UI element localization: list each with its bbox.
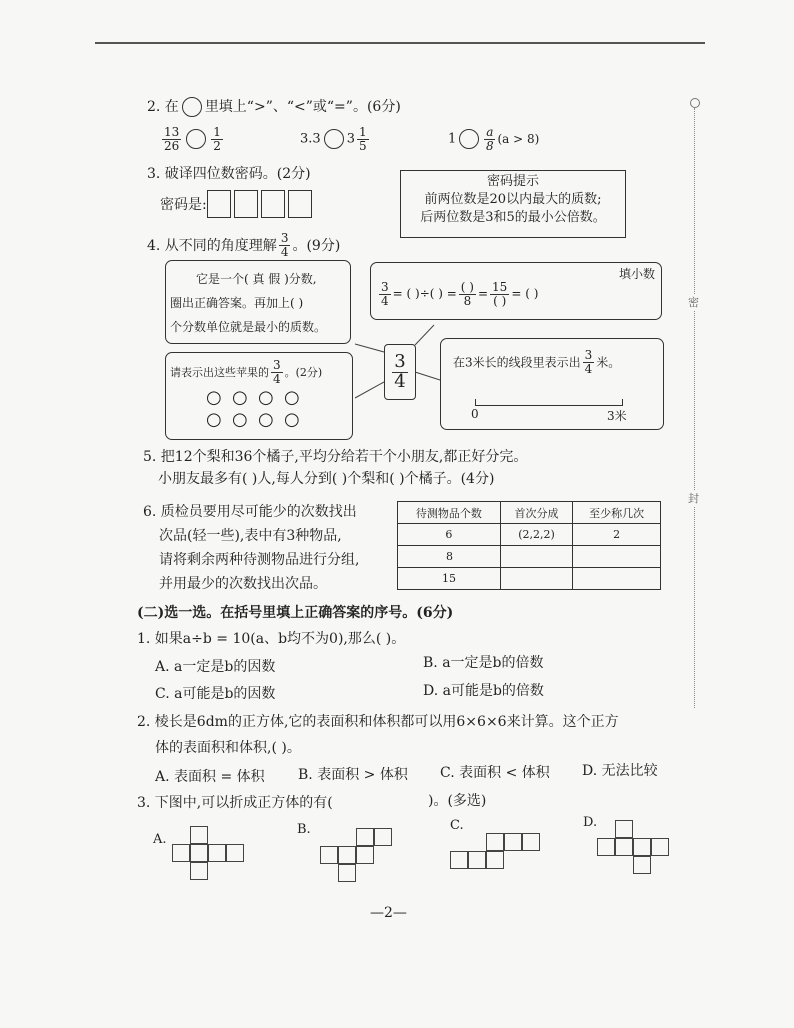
net-square: [450, 851, 468, 869]
apple-icon[interactable]: ○: [284, 409, 302, 430]
apple-box: 请表示出这些苹果的 $\frac{3}{4}$ 。(2分) ○ ○ ○ ○○ ○ ○ ○: [165, 352, 353, 440]
q5-line1: 5. 把12个梨和36个橘子,平均分给若干个小朋友,都正好分完。: [143, 449, 528, 465]
net-label[interactable]: D.: [583, 815, 598, 830]
box-line: 圈出正确答案。再加上( ): [170, 296, 304, 310]
input-cell[interactable]: [500, 568, 573, 590]
net-square: [597, 838, 615, 856]
apple-icon[interactable]: ○: [232, 409, 250, 430]
input-cell[interactable]: [500, 546, 573, 568]
net-square: [486, 833, 504, 851]
net-square: [208, 844, 226, 862]
net-square: [615, 838, 633, 856]
seal-line: [694, 108, 695, 708]
net-square: [615, 820, 633, 838]
net-square: [190, 826, 208, 844]
net-square: [320, 846, 338, 864]
q6-text: 6. 质检员要用尽可能少的次数找出 次品(轻一些),表中有3种物品, 请将剩余两种待测物品进行分组, 并用最少的次数找出次品。: [143, 504, 360, 592]
segment-start: 0: [471, 407, 479, 421]
corner-label: 填小数: [618, 267, 655, 281]
center-fraction: $\frac{3}{4}$: [384, 344, 416, 400]
q3-title: 3. 破译四位数密码。(2分): [147, 166, 311, 182]
input-cell[interactable]: [573, 568, 661, 590]
box-line: 它是一个( 真 假 )分数,: [196, 272, 317, 286]
box-line: 个分数单位就是最小的质数。: [170, 320, 327, 334]
q2-item-3: 1 $\frac{a}{8}$ (a > 8): [448, 125, 540, 153]
hint-line: 前两位数是20以内最大的质数;: [424, 192, 602, 207]
apple-icon[interactable]: ○: [258, 409, 276, 430]
segment-end: 3米: [607, 409, 627, 423]
net-label[interactable]: C.: [450, 818, 464, 833]
q2-item-2: 3.3 3 $\frac{1}{5}$: [300, 125, 367, 153]
q4-title: 4. 从不同的角度理解 $\frac{3}{4}$ 。(9分): [147, 231, 341, 259]
equation: $\frac{3}{4}$ = ( )÷( ) = $\frac{( )}{8}$ = $\frac{15}{( )}$ = ( ): [381, 280, 539, 308]
seal-char: 密: [688, 296, 699, 309]
mc3-stem-end: )。(多选): [428, 793, 487, 809]
apple-grid: [206, 387, 316, 431]
net-square: [633, 856, 651, 874]
hint-line: 后两位数是3和5的最小公倍数。: [420, 210, 606, 225]
apple-icon[interactable]: ○: [206, 409, 224, 430]
option[interactable]: B. 表面积 > 体积: [298, 767, 408, 783]
option[interactable]: D. a可能是b的倍数: [423, 683, 544, 699]
net-square: [486, 851, 504, 869]
option[interactable]: C. a可能是b的因数: [155, 686, 276, 702]
net-square: [190, 844, 208, 862]
password-row: 密码是:: [160, 190, 315, 218]
net-square: [356, 846, 374, 864]
net-square: [504, 833, 522, 851]
option[interactable]: D. 无法比较: [582, 763, 658, 779]
net-square: [633, 838, 651, 856]
q2-item-1: $\frac{13}{26}$ $\frac{1}{2}$: [164, 125, 221, 153]
mc2-stem: 2. 棱长是6dm的正方体,它的表面积和体积都可以用6×6×6来计算。这个正方: [137, 714, 619, 730]
q5-line2: 小朋友最多有( )人,每人分到( )个梨和( )个橘子。(4分): [158, 471, 495, 487]
net-square: [468, 851, 486, 869]
option[interactable]: C. 表面积 < 体积: [440, 765, 550, 781]
option[interactable]: B. a一定是b的倍数: [423, 655, 544, 671]
mc2-stem: 体的表面积和体积,( )。: [155, 740, 301, 756]
mc3-stem: 3. 下图中,可以折成正方体的有(: [137, 795, 333, 811]
net-square: [226, 844, 244, 862]
net-square: [172, 844, 190, 862]
net-square: [190, 862, 208, 880]
net-square: [356, 828, 374, 846]
net-label[interactable]: B.: [297, 822, 311, 837]
mc1-stem: 1. 如果a÷b = 10(a、b均不为0),那么( )。: [137, 631, 406, 647]
net-square: [651, 838, 669, 856]
q2-title: 2. 在 里填上“>”、“<”或“=”。(6分): [147, 99, 401, 115]
apple-icon[interactable]: ○: [258, 387, 276, 408]
option[interactable]: A. 表面积 = 体积: [155, 769, 265, 785]
line-segment-box: 在3米长的线段里表示出 $\frac{3}{4}$ 米。 0 3米: [440, 338, 664, 430]
apple-icon[interactable]: ○: [232, 387, 250, 408]
binding-hole-icon: [690, 98, 700, 108]
net-square: [338, 864, 356, 882]
section-title: (二)选一选。在括号里填上正确答案的序号。(6分): [137, 605, 454, 621]
net-square: [338, 846, 356, 864]
net-square: [374, 828, 392, 846]
test-table: 待测物品个数 首次分成 至少称几次 6 (2,2,2) 2 8 15: [397, 501, 661, 590]
net-square: [522, 833, 540, 851]
seal-char: 封: [688, 492, 699, 505]
page-number: —2—: [370, 905, 407, 921]
apple-icon[interactable]: ○: [206, 387, 224, 408]
apple-icon[interactable]: ○: [284, 387, 302, 408]
option[interactable]: A. a一定是b的因数: [155, 659, 276, 675]
hint-title: 密码提示: [486, 174, 539, 189]
segment-line[interactable]: [475, 399, 623, 406]
input-cell[interactable]: [573, 546, 661, 568]
net-label[interactable]: A.: [153, 832, 167, 847]
